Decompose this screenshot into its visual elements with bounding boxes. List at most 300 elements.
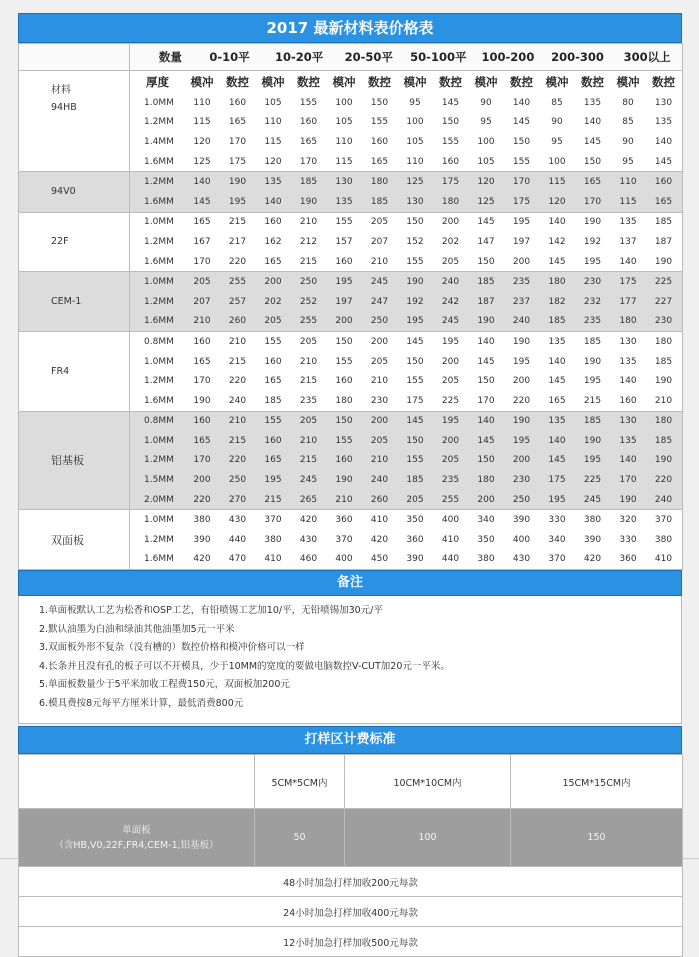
cnc-price: 212	[299, 236, 318, 247]
mold-price: 135	[335, 196, 353, 207]
mold-price: 155	[335, 435, 353, 446]
cnc-price: 235	[299, 395, 318, 406]
thickness-value: 1.0MM	[144, 435, 174, 446]
header-range: 100-200	[481, 50, 535, 64]
mold-price: 90	[480, 97, 492, 108]
cnc-price: 195	[441, 336, 460, 347]
cnc-price: 170	[583, 196, 602, 207]
mold-price: 155	[335, 356, 353, 367]
cnc-price: 135	[654, 117, 673, 128]
cnc-price: 240	[512, 316, 531, 327]
cnc-price: 175	[441, 177, 460, 188]
mold-price: 145	[406, 416, 424, 427]
mold-price: 195	[264, 475, 282, 486]
mold-price: 185	[406, 475, 424, 486]
mold-price: 135	[548, 416, 566, 427]
cnc-price: 250	[228, 475, 247, 486]
mold-price: 100	[548, 156, 566, 167]
cnc-price: 190	[512, 416, 531, 427]
cnc-price: 247	[370, 296, 389, 307]
cnc-price: 440	[228, 534, 247, 545]
cnc-price: 240	[228, 395, 247, 406]
thickness-value: 0.8MM	[144, 416, 174, 427]
cnc-price: 185	[654, 217, 673, 228]
header-cnc: 数控	[510, 75, 533, 89]
cnc-price: 255	[441, 494, 460, 505]
cnc-price: 232	[583, 296, 602, 307]
cnc-price: 400	[512, 534, 531, 545]
cnc-price: 242	[441, 296, 460, 307]
thickness-value: 1.2MM	[144, 236, 174, 247]
cnc-price: 235	[441, 475, 460, 486]
cnc-price: 195	[441, 416, 460, 427]
cnc-price: 160	[441, 156, 460, 167]
cnc-price: 190	[583, 356, 602, 367]
mold-price: 340	[548, 534, 566, 545]
mold-price: 145	[477, 356, 495, 367]
mold-price: 115	[335, 156, 353, 167]
mold-price: 155	[406, 376, 424, 387]
cnc-price: 195	[583, 256, 602, 267]
mold-price: 175	[406, 395, 424, 406]
material-prices	[130, 510, 683, 570]
cnc-price: 155	[441, 136, 460, 147]
mold-price: 205	[193, 277, 211, 288]
header-mold: 模冲	[616, 75, 640, 89]
mold-price: 95	[480, 117, 492, 128]
mold-price: 110	[335, 136, 353, 147]
mold-price: 80	[622, 97, 634, 108]
cnc-price: 145	[512, 117, 531, 128]
mold-price: 155	[264, 416, 282, 427]
cnc-price: 230	[583, 277, 602, 288]
header-range: 0-10平	[209, 50, 250, 64]
cnc-price: 180	[441, 196, 460, 207]
cnc-price: 165	[228, 117, 247, 128]
cnc-price: 210	[370, 256, 389, 267]
thickness-value: 1.4MM	[144, 136, 174, 147]
cnc-price: 210	[299, 217, 318, 228]
mold-price: 200	[335, 316, 353, 327]
mold-price: 130	[619, 336, 637, 347]
cnc-price: 420	[370, 534, 389, 545]
mold-price: 160	[264, 217, 282, 228]
mold-price: 170	[477, 395, 495, 406]
cnc-price: 150	[370, 97, 389, 108]
cnc-price: 200	[441, 356, 460, 367]
price-row	[130, 530, 682, 550]
header-corner	[19, 44, 130, 71]
cnc-price: 190	[654, 455, 673, 466]
mold-price: 155	[406, 455, 424, 466]
thickness-value: 1.6MM	[144, 196, 174, 207]
cnc-price: 210	[228, 416, 247, 427]
cnc-price: 200	[370, 416, 389, 427]
mold-price: 182	[548, 296, 566, 307]
mold-price: 215	[264, 494, 282, 505]
cnc-price: 215	[228, 435, 247, 446]
mold-price: 165	[193, 435, 211, 446]
mold-price: 155	[335, 217, 353, 228]
cnc-price: 225	[441, 395, 460, 406]
header-mold: 模冲	[332, 75, 356, 89]
mold-price: 180	[619, 316, 637, 327]
mold-price: 190	[619, 494, 637, 505]
mold-price: 190	[335, 475, 353, 486]
cnc-price: 257	[228, 296, 247, 307]
material-name: 铝基板	[19, 411, 130, 510]
thickness-value: 1.2MM	[144, 177, 174, 188]
mold-price: 140	[548, 217, 566, 228]
mold-price: 145	[477, 217, 495, 228]
cnc-price: 220	[228, 376, 247, 387]
price-row	[130, 431, 682, 451]
cnc-price: 200	[512, 256, 531, 267]
mold-price: 160	[264, 356, 282, 367]
sample-corner-cell	[19, 755, 255, 809]
note-item: 4.长条并且没有孔的板子可以不开模具，少于10MM的宽度的要做电脑数控V-CUT加20元一平米。	[39, 660, 450, 672]
mold-price: 180	[477, 475, 495, 486]
price-row	[130, 332, 682, 352]
cnc-price: 150	[441, 117, 460, 128]
thickness-value: 1.5MM	[144, 475, 174, 486]
mold-price: 150	[335, 416, 353, 427]
mold-price: 390	[193, 534, 211, 545]
mold-price: 370	[264, 515, 282, 526]
mold-price: 140	[548, 356, 566, 367]
cnc-price: 205	[370, 435, 389, 446]
mold-price: 170	[193, 256, 211, 267]
mold-price: 155	[406, 256, 424, 267]
price-table	[18, 43, 683, 570]
material-name: 22F	[19, 212, 130, 272]
thickness-value: 1.6MM	[144, 156, 174, 167]
cnc-price: 230	[654, 316, 673, 327]
cnc-price: 207	[370, 236, 389, 247]
cnc-price: 215	[299, 376, 318, 387]
cnc-price: 165	[370, 156, 389, 167]
cnc-price: 240	[370, 475, 389, 486]
cnc-price: 155	[299, 97, 318, 108]
material-name: FR4	[19, 332, 130, 411]
mold-price: 160	[335, 455, 353, 466]
cnc-price: 192	[583, 236, 602, 247]
mold-price: 135	[619, 356, 637, 367]
mold-price: 105	[335, 117, 353, 128]
urgent-12h: 12小时加急打样加收500元每款	[19, 927, 683, 957]
mold-price: 115	[619, 196, 637, 207]
header-mold: 模冲	[261, 75, 285, 89]
cnc-price: 450	[370, 554, 389, 565]
mold-price: 145	[548, 455, 566, 466]
mold-price: 120	[548, 196, 566, 207]
header-range: 200-300	[551, 50, 604, 64]
mold-price: 207	[193, 296, 211, 307]
mold-price: 120	[193, 136, 211, 147]
mold-price: 150	[406, 356, 424, 367]
cnc-price: 370	[654, 515, 673, 526]
cnc-price: 210	[228, 336, 247, 347]
cnc-price: 170	[299, 156, 318, 167]
mold-price: 190	[477, 316, 495, 327]
header-cnc: 数控	[226, 75, 249, 89]
mold-price: 160	[264, 435, 282, 446]
cnc-price: 205	[441, 455, 460, 466]
cnc-price: 190	[583, 217, 602, 228]
cnc-price: 170	[512, 177, 531, 188]
cnc-price: 195	[512, 356, 531, 367]
note-item: 5.单面板数量少于5平米加收工程费150元，双面板加200元	[39, 679, 290, 691]
cnc-price: 380	[583, 515, 602, 526]
price-row	[130, 391, 682, 411]
mold-price: 110	[406, 156, 424, 167]
thickness-value: 1.0MM	[144, 356, 174, 367]
cnc-price: 180	[370, 177, 389, 188]
thickness-value: 1.6MM	[144, 256, 174, 267]
cnc-price: 250	[512, 494, 531, 505]
mold-price: 170	[619, 475, 637, 486]
cnc-price: 205	[441, 256, 460, 267]
mold-price: 190	[406, 277, 424, 288]
cnc-price: 225	[583, 475, 602, 486]
cnc-price: 165	[654, 196, 673, 207]
header-material: 材料	[51, 85, 71, 96]
mold-price: 130	[335, 177, 353, 188]
header-range: 10-20平	[274, 50, 324, 64]
header-cnc: 数控	[581, 75, 604, 89]
thickness-value: 1.2MM	[144, 455, 174, 466]
cnc-price: 470	[228, 554, 247, 565]
material-name: CEM-1	[19, 272, 130, 332]
mold-price: 150	[335, 336, 353, 347]
mold-price: 197	[335, 296, 353, 307]
header-mold: 模冲	[474, 75, 498, 89]
thickness-value: 1.0MM	[144, 217, 174, 228]
cnc-price: 220	[654, 475, 673, 486]
material-prices	[130, 411, 683, 510]
mold-price: 125	[406, 177, 424, 188]
cnc-price: 237	[512, 296, 531, 307]
mold-price: 160	[335, 256, 353, 267]
cnc-price: 230	[370, 395, 389, 406]
cnc-price: 200	[441, 217, 460, 228]
price-row	[130, 232, 682, 252]
mold-price: 175	[619, 277, 637, 288]
urgent-48h: 48小时加急打样加收200元每款	[19, 867, 683, 897]
cnc-price: 220	[228, 256, 247, 267]
header-cnc: 数控	[652, 75, 675, 89]
mold-price: 350	[477, 534, 495, 545]
cnc-price: 215	[299, 455, 318, 466]
cnc-price: 175	[228, 156, 247, 167]
cnc-price: 430	[512, 554, 531, 565]
header-range: 300以上	[623, 50, 671, 64]
mold-price: 360	[619, 554, 637, 565]
mold-price: 120	[477, 177, 495, 188]
cnc-price: 195	[583, 455, 602, 466]
mold-price: 105	[264, 97, 282, 108]
header-mold: 模冲	[403, 75, 427, 89]
single-price-5cm: 50	[255, 809, 345, 867]
cnc-price: 245	[299, 475, 318, 486]
mold-price: 185	[548, 316, 566, 327]
price-row	[130, 352, 682, 372]
mold-price: 140	[619, 376, 637, 387]
cnc-price: 410	[370, 515, 389, 526]
mold-price: 95	[409, 97, 421, 108]
notes-title: 备注	[18, 570, 682, 596]
header-range: 20-50平	[344, 50, 393, 64]
mold-price: 420	[193, 554, 211, 565]
cnc-price: 210	[299, 435, 318, 446]
mold-price: 165	[548, 395, 566, 406]
cnc-price: 420	[299, 515, 318, 526]
cnc-price: 135	[583, 97, 602, 108]
thickness-value: 1.0MM	[144, 97, 174, 108]
header-mold: 模冲	[190, 75, 214, 89]
mold-price: 350	[406, 515, 424, 526]
cnc-price: 210	[370, 455, 389, 466]
mold-price: 160	[619, 395, 637, 406]
mold-price: 100	[406, 117, 424, 128]
mold-price: 165	[264, 455, 282, 466]
cnc-price: 195	[228, 196, 247, 207]
cnc-price: 160	[370, 136, 389, 147]
price-row	[130, 152, 682, 172]
cnc-price: 430	[299, 534, 318, 545]
cnc-price: 460	[299, 554, 318, 565]
mold-price: 147	[477, 236, 495, 247]
header-cnc: 数控	[368, 75, 391, 89]
mold-price: 100	[335, 97, 353, 108]
mold-price: 160	[193, 416, 211, 427]
cnc-price: 130	[654, 97, 673, 108]
notes-list	[18, 596, 682, 724]
mold-price: 90	[622, 136, 634, 147]
cnc-price: 225	[654, 277, 673, 288]
material-prices	[130, 172, 683, 212]
mold-price: 162	[264, 236, 282, 247]
mold-price: 370	[548, 554, 566, 565]
mold-price: 142	[548, 236, 566, 247]
cnc-price: 205	[370, 217, 389, 228]
mold-price: 185	[264, 395, 282, 406]
mold-price: 145	[548, 376, 566, 387]
mold-price: 202	[264, 296, 282, 307]
cnc-price: 165	[583, 177, 602, 188]
mold-price: 190	[193, 395, 211, 406]
mold-price: 140	[619, 455, 637, 466]
cnc-price: 197	[512, 236, 531, 247]
cnc-price: 240	[441, 277, 460, 288]
mold-price: 150	[477, 256, 495, 267]
price-row	[130, 490, 682, 510]
mold-price: 195	[406, 316, 424, 327]
price-row	[130, 113, 682, 133]
cnc-price: 185	[583, 336, 602, 347]
cnc-price: 200	[441, 435, 460, 446]
cnc-price: 210	[370, 376, 389, 387]
mold-price: 330	[619, 534, 637, 545]
mold-price: 145	[477, 435, 495, 446]
mold-price: 110	[619, 177, 637, 188]
cnc-price: 215	[299, 256, 318, 267]
mold-price: 85	[622, 117, 634, 128]
mold-price: 360	[406, 534, 424, 545]
material-label: 94HB	[51, 102, 77, 113]
cnc-price: 160	[299, 117, 318, 128]
mold-price: 210	[335, 494, 353, 505]
mold-price: 100	[477, 136, 495, 147]
sample-size-15cm: 15CM*15CM内	[511, 755, 683, 809]
cnc-price: 195	[512, 217, 531, 228]
cnc-price: 252	[299, 296, 318, 307]
sample-table	[18, 754, 683, 957]
cnc-price: 145	[441, 97, 460, 108]
thickness-value: 1.2MM	[144, 376, 174, 387]
mold-price: 110	[264, 117, 282, 128]
mold-price: 140	[477, 416, 495, 427]
mold-price: 165	[264, 256, 282, 267]
cnc-price: 410	[441, 534, 460, 545]
cnc-price: 410	[654, 554, 673, 565]
sample-section	[18, 726, 682, 957]
mold-price: 410	[264, 554, 282, 565]
single-panel-sub: （含HB,V0,22F,FR4,CEM-1,铝基板）	[54, 839, 219, 851]
cnc-price: 190	[299, 196, 318, 207]
header-quantity: 数量	[158, 50, 182, 64]
mold-price: 192	[406, 296, 424, 307]
cnc-price: 190	[583, 435, 602, 446]
mold-price: 175	[548, 475, 566, 486]
mold-price: 220	[193, 494, 211, 505]
cnc-price: 200	[370, 336, 389, 347]
mold-price: 340	[477, 515, 495, 526]
mold-price: 135	[619, 435, 637, 446]
cnc-price: 215	[228, 356, 247, 367]
sample-size-5cm: 5CM*5CM内	[255, 755, 345, 809]
cnc-price: 217	[228, 236, 247, 247]
cnc-price: 140	[512, 97, 531, 108]
price-row	[130, 172, 682, 192]
mold-price: 145	[193, 196, 211, 207]
cnc-price: 140	[654, 136, 673, 147]
mold-price: 140	[548, 435, 566, 446]
mold-price: 140	[193, 177, 211, 188]
mold-price: 180	[548, 277, 566, 288]
cnc-price: 180	[654, 416, 673, 427]
mold-price: 200	[477, 494, 495, 505]
cnc-price: 230	[512, 475, 531, 486]
cnc-price: 185	[654, 356, 673, 367]
mold-price: 320	[619, 515, 637, 526]
price-row	[130, 93, 682, 113]
cnc-price: 195	[512, 435, 531, 446]
mold-price: 120	[264, 156, 282, 167]
thickness-value: 1.2MM	[144, 117, 174, 128]
mold-price: 145	[548, 256, 566, 267]
cnc-price: 150	[583, 156, 602, 167]
thickness-value: 1.0MM	[144, 277, 174, 288]
cnc-price: 245	[583, 494, 602, 505]
cnc-price: 420	[583, 554, 602, 565]
thickness-value: 1.2MM	[144, 534, 174, 545]
cnc-price: 140	[583, 117, 602, 128]
material-name: 双面板	[19, 510, 130, 570]
material-prices	[130, 332, 683, 411]
cnc-price: 200	[512, 376, 531, 387]
note-item: 1.单面板默认工艺为松香和OSP工艺，有铅喷锡工艺加10/平，无铅喷锡加30元/平	[39, 605, 383, 617]
